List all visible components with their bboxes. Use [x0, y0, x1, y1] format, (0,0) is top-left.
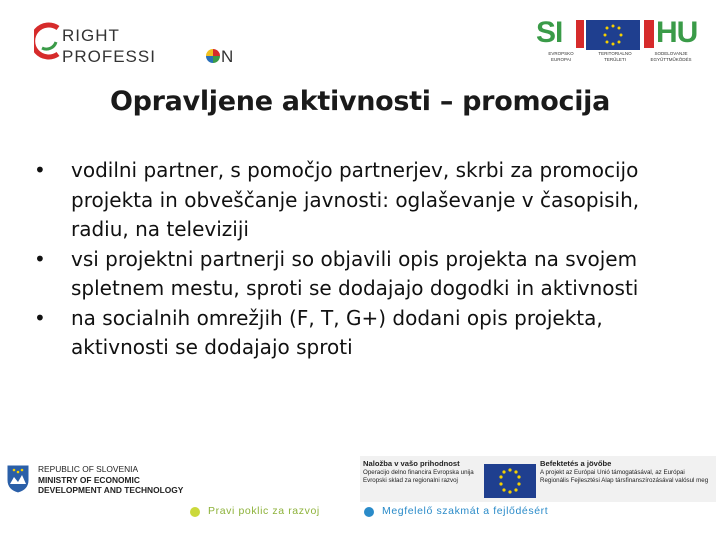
- blue-dot-icon: [364, 507, 374, 517]
- bullet-text: na socialnih omrežjih (F, T, G+) dodani opis projekta, aktivnosti se dodajajo sproti: [71, 305, 603, 359]
- ministry-line-3: DEVELOPMENT AND TECHNOLOGY: [38, 485, 184, 495]
- eu-text-slovenian: [363, 459, 481, 486]
- si-letters: SI: [536, 16, 563, 49]
- eu-heading-hu: Befektetés a jövőbe: [540, 459, 612, 468]
- logo-caption-1: EVROPSKO EUROPAI: [548, 51, 574, 62]
- tagline-slovenian: [190, 503, 360, 521]
- red-bar-left: [576, 20, 584, 48]
- right-profession-logo: [34, 16, 234, 72]
- bullet-text: vodilni partner, s pomočjo partnerjev, skrbi za promocijo projekta in obveščanje javnosti: oglaševanje v časopisih, radiu, na televiziji: [71, 158, 640, 241]
- tagline-right-text: Megfelelő szakmát a fejlődésért: [382, 505, 549, 517]
- bullet-item: [34, 245, 694, 304]
- si-hu-programme-logo: [536, 16, 706, 66]
- logo-o-icon: [206, 49, 220, 63]
- bullet-text: vsi projektni partnerji so objavili opis projekta na svojem spletnem mestu, sproti se dodajajo dogodki in aktivnosti: [71, 246, 639, 300]
- hu-letters: HU: [656, 16, 698, 49]
- eu-text-sl-1: Operacijo delno financira Evropska unija: [363, 469, 474, 476]
- ministry-logo: [6, 462, 206, 502]
- ministry-line-2: MINISTRY OF ECONOMIC: [38, 474, 140, 485]
- green-dot-icon: [190, 507, 200, 517]
- bullet-item: [34, 304, 694, 363]
- logo-line-2-tail: N: [221, 47, 234, 66]
- eu-text-sl-2: Evropski sklad za regionalni razvoj: [363, 477, 458, 485]
- bullet-list: [34, 156, 694, 363]
- eu-flag-icon: [484, 464, 536, 498]
- logo-line-2: PROFESSI: [62, 47, 156, 66]
- eu-funding-box: [360, 456, 716, 502]
- right-profession-ring-icon: [34, 18, 64, 62]
- eu-text-hu-2: Regionális Fejlesztési Alap társfinanszírozásával valósul meg: [540, 477, 709, 485]
- bullet-item: [34, 156, 694, 245]
- logo-caption-2: TERITORIALNO TERÜLETI: [598, 51, 632, 62]
- eu-heading-sl: Naložba v vašo prihodnost: [363, 459, 460, 468]
- bullet-marker: •: [34, 246, 46, 271]
- tagline-hungarian: [364, 503, 584, 521]
- tagline-left-text: Pravi poklic za razvoj: [208, 505, 320, 517]
- slide-title: Opravljene aktivnosti – promocija: [109, 86, 611, 117]
- bullet-marker: •: [34, 158, 46, 182]
- eu-flag-icon: [586, 20, 640, 50]
- slovenia-crest-icon: [6, 464, 30, 494]
- logo-caption-3: SODELOVANJE EGYÜTTMŰKÖDÉS: [650, 51, 692, 62]
- eu-text-hungarian: [540, 459, 716, 486]
- bullet-marker: •: [34, 305, 46, 330]
- eu-text-hu-1: A projekt az Európai Unió támogatásával, az Európai: [540, 469, 685, 476]
- red-bar-right: [644, 20, 654, 48]
- ministry-line-1: REPUBLIC OF SLOVENIA: [38, 464, 139, 474]
- logo-line-1: RIGHT: [62, 26, 120, 45]
